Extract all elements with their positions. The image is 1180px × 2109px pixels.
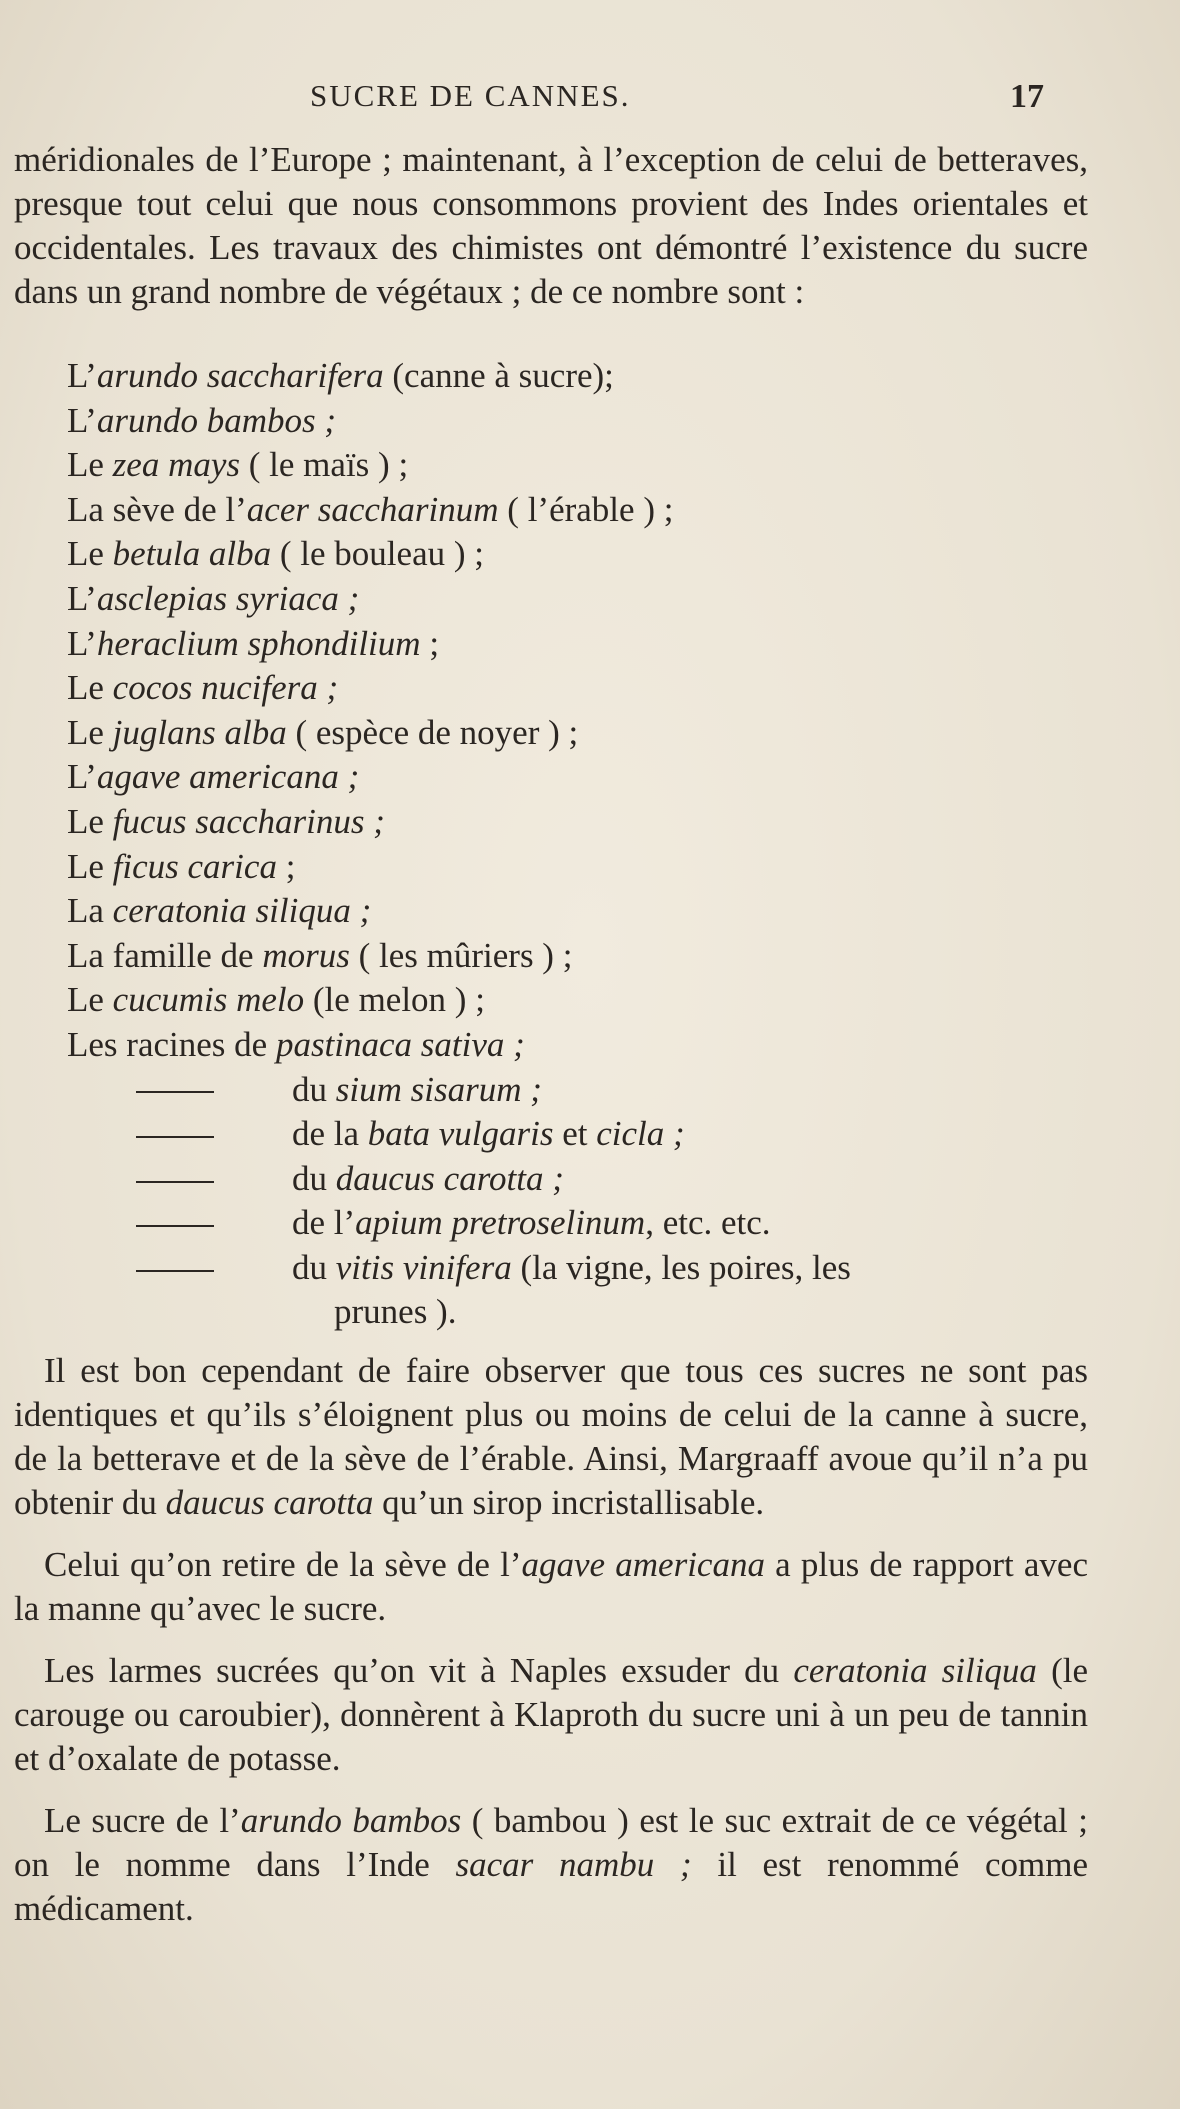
list-item-suffix: (la vigne, les poires, les (511, 1247, 851, 1287)
list-item (14, 934, 1088, 979)
list-item-suffix: ; (420, 623, 440, 663)
list-item-prefix: La (67, 891, 113, 931)
plant-name: vitis vinifera (335, 1247, 512, 1287)
plant-name: daucus carotta ; (335, 1158, 564, 1198)
list-item (14, 666, 1088, 711)
plant-name: betula alba (112, 534, 272, 574)
plant-name: juglans alba (112, 712, 287, 752)
plant-name: morus (262, 935, 350, 975)
paragraph (14, 1543, 1088, 1631)
list-item-prefix: L’ (67, 623, 97, 663)
plant-name: arundo bambos ; (96, 400, 337, 440)
running-title: SUCRE DE CANNES. (310, 78, 631, 113)
plant-name: apium pretroselinum (355, 1203, 646, 1243)
paragraph (14, 1349, 1088, 1525)
plant-name: arundo saccharifera (96, 356, 384, 395)
paragraph (14, 1649, 1088, 1781)
plant-name: acer saccharinum (246, 489, 499, 529)
paragraph-text: Le sucre de l’ (44, 1801, 241, 1841)
plant-name: bata vulgaris (367, 1114, 554, 1154)
plant-name: ficus carica (112, 846, 277, 886)
ditto-dash (136, 1225, 214, 1227)
list-item-continuation: prunes ). (334, 1292, 457, 1332)
list-item-prefix: Les racines de (67, 1024, 276, 1064)
list-item (14, 488, 1088, 533)
list-item-prefix: Le (67, 712, 113, 752)
list-item (14, 755, 1088, 800)
paragraph-text: il est renommé comme médicament. (14, 1845, 1088, 1929)
list-item-prefix: de la (292, 1114, 368, 1154)
list-item (14, 443, 1088, 488)
list-item-prefix: L’ (67, 578, 97, 618)
list-item-prefix: Le (67, 801, 113, 841)
opening-paragraph: méridionales de l’Europe ; maintenant, à l’exception de celui de betteraves, presque tout celui que nous consommons provient des Indes orientales et occidentales. Les travaux des chimistes ont démontré l’existence du sucre dans un grand nombre de végétaux ; de ce nombre sont : (14, 140, 1088, 311)
paragraph-text: Les larmes sucrées qu’on vit à Naples exsuder du (44, 1651, 794, 1691)
list-item (14, 1246, 1088, 1291)
list-item (14, 354, 1088, 399)
list-item (14, 711, 1088, 756)
list-item (14, 800, 1088, 845)
list-item-suffix: ( le bouleau ) ; (271, 534, 484, 574)
paragraph-text: Il est bon cependant de faire observer que tous ces sucres ne sont pas identiques et qu’ils s’éloignent plus ou moins de celui de la canne à sucre, de la betterave et de la sève de l’érable. Ainsi, Margraaff avoue qu’il n’a pu obtenir du (14, 1351, 1088, 1523)
paragraph-text: ( bambou ) est le suc extrait de ce végétal ; on le nomme dans l’Inde (14, 1801, 1088, 1885)
plant-name: sacar nambu ; (455, 1845, 692, 1885)
list-item-suffix: ( les mûriers ) ; (349, 935, 573, 975)
plant-name: zea mays (112, 445, 241, 485)
list-item (14, 1023, 1088, 1068)
page-header (0, 78, 1180, 128)
paragraph-text: a plus de rapport avec la manne qu’avec le sucre. (14, 1545, 1088, 1629)
list-item-suffix: , etc. etc. (645, 1203, 771, 1243)
plant-name: cucumis melo (112, 980, 305, 1020)
list-item-prefix: Le (67, 846, 113, 886)
plant-name: pastinaca sativa ; (275, 1024, 525, 1064)
plant-name: fucus saccharinus ; (112, 801, 385, 841)
plant-name: cicla ; (596, 1114, 685, 1154)
plant-name: arundo bambos (240, 1801, 462, 1841)
plant-name: ceratonia siliqua (793, 1651, 1037, 1691)
body-text (14, 138, 1088, 1931)
page-number: 17 (1010, 78, 1044, 115)
list-item (14, 399, 1088, 444)
list-item-suffix: ; (276, 846, 296, 886)
list-item (14, 978, 1088, 1023)
ditto-dash (136, 1181, 214, 1183)
list-item (14, 889, 1088, 934)
paragraph-text: qu’un sirop incristallisable. (373, 1483, 765, 1523)
ditto-dash (136, 1091, 214, 1093)
list-item (14, 1157, 1088, 1202)
list-item-prefix: Le (67, 534, 113, 574)
list-item-prefix: du (292, 1069, 336, 1109)
ditto-dash (136, 1136, 214, 1138)
list-item (14, 1112, 1088, 1157)
list-item-prefix: Le (67, 668, 113, 708)
list-item-prefix: Le (67, 445, 113, 485)
list-item-suffix: ( le maïs ) ; (240, 445, 409, 485)
list-item-prefix: du (292, 1247, 336, 1287)
ditto-dash (136, 1270, 214, 1272)
list-item (14, 577, 1088, 622)
plant-name: cocos nucifera ; (112, 668, 339, 708)
list-item-prefix: de l’ (292, 1203, 356, 1243)
list-item-prefix: L’ (67, 400, 97, 440)
plant-name: agave americana ; (96, 757, 360, 797)
plant-name: sium sisarum ; (335, 1069, 542, 1109)
list-item-suffix: (canne à sucre); (383, 356, 614, 395)
list-item (14, 532, 1088, 577)
list-item-prefix: La sève de l’ (67, 489, 247, 529)
plant-name: agave americana (521, 1545, 765, 1585)
list-item-prefix: La famille de (67, 935, 263, 975)
plant-name: heraclium sphondilium (96, 623, 421, 663)
list-item (14, 1201, 1088, 1246)
plant-name: asclepias syriaca ; (96, 578, 360, 618)
list-item-prefix: L’ (67, 757, 97, 797)
plant-name: ceratonia siliqua ; (112, 891, 372, 931)
list-item-suffix: et (553, 1114, 597, 1154)
list-item (14, 845, 1088, 890)
paragraph-text: Celui qu’on retire de la sève de l’ (44, 1545, 522, 1585)
list-item-prefix: L’ (67, 356, 97, 395)
list-item-suffix: ( l’érable ) ; (498, 489, 674, 529)
list-item-suffix: ( espèce de noyer ) ; (286, 712, 579, 752)
plant-list (14, 354, 1088, 1335)
list-item-suffix: (le melon ) ; (304, 980, 485, 1020)
paragraph (14, 1799, 1088, 1931)
list-item-prefix: Le (67, 980, 113, 1020)
list-item (14, 1068, 1088, 1113)
list-item (14, 622, 1088, 667)
paragraph-text: (le carouge ou caroubier), donnèrent à Klaproth du sucre uni à un peu de tannin et d’oxalate de potasse. (14, 1651, 1088, 1779)
list-item-prefix: du (292, 1158, 336, 1198)
plant-name: daucus carotta (165, 1483, 374, 1523)
